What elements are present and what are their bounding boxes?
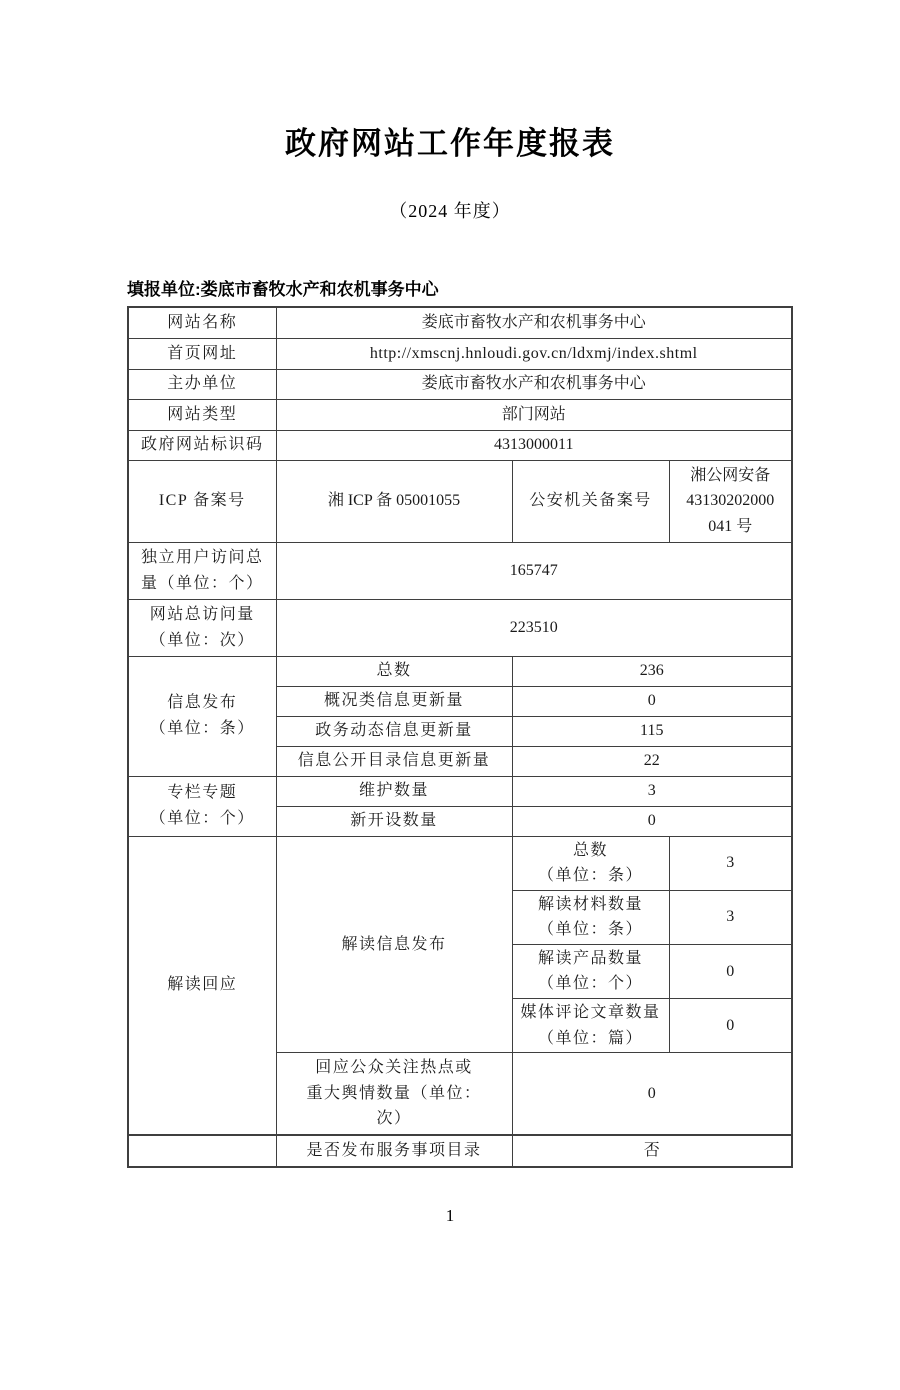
interpretation-total-label-line2: （单位：条） — [537, 867, 643, 885]
interpretation-total-label — [512, 836, 669, 890]
hotspot-label — [276, 1053, 512, 1135]
interpretation-media-label-line1: 媒体评论文章数量 — [520, 1004, 661, 1022]
interpretation-media-label — [512, 999, 669, 1053]
service-catalog-group-cell-empty — [128, 1135, 276, 1167]
site-name-value: 娄底市畜牧水产和农机事务中心 — [276, 307, 792, 338]
interpretation-media-value: 0 — [669, 999, 792, 1053]
home-url-label: 首页网址 — [128, 338, 276, 369]
interpretation-media-label-line2: （单位：篇） — [537, 1029, 643, 1047]
special-columns-group-line1: 专栏专题 — [167, 784, 238, 802]
interpretation-products-value: 0 — [669, 944, 792, 998]
special-columns-maintained-label: 维护数量 — [276, 776, 512, 806]
site-type-value: 部门网站 — [276, 399, 792, 430]
interpretation-materials-label-line2: （单位：条） — [537, 921, 643, 939]
police-record-value-line1: 湘公网安备 — [690, 466, 771, 484]
total-visits-label-line1: 网站总访问量 — [149, 605, 255, 623]
total-visits-value: 223510 — [276, 599, 792, 656]
hotspot-label-line2: 重大舆情数量（单位： — [306, 1084, 482, 1102]
reporting-unit-name: 娄底市畜牧水产和农机事务中心 — [200, 280, 439, 299]
unique-visitors-label-line1: 独立用户访问总 — [140, 548, 264, 566]
total-visits-label — [128, 599, 276, 656]
service-catalog-value: 否 — [512, 1135, 792, 1167]
police-record-value-line2: 43130202000 — [686, 492, 775, 510]
report-subtitle: （2024 年度） — [389, 201, 511, 221]
service-catalog-label: 是否发布服务事项目录 — [276, 1135, 512, 1167]
icp-label: ICP 备案号 — [128, 460, 276, 542]
page-number: 1 — [445, 1205, 455, 1225]
site-type-label: 网站类型 — [128, 399, 276, 430]
info-pub-overview-value: 0 — [512, 686, 792, 716]
site-code-label: 政府网站标识码 — [128, 430, 276, 460]
special-columns-new-value: 0 — [512, 806, 792, 836]
interpretation-total-label-line1: 总数 — [572, 841, 608, 859]
hotspot-label-line1: 回应公众关注热点或 — [315, 1059, 473, 1077]
info-pub-gov-news-value: 115 — [512, 716, 792, 746]
hotspot-value: 0 — [512, 1053, 792, 1135]
sponsor-value: 娄底市畜牧水产和农机事务中心 — [276, 369, 792, 399]
interpretation-materials-value: 3 — [669, 890, 792, 944]
interpretation-total-value: 3 — [669, 836, 792, 890]
info-pub-total-value: 236 — [512, 656, 792, 686]
unique-visitors-value: 165747 — [276, 542, 792, 599]
info-pub-gov-news-label: 政务动态信息更新量 — [276, 716, 512, 746]
info-pub-group-line1: 信息发布 — [167, 694, 238, 712]
icp-value: 湘 ICP 备 05001055 — [276, 460, 512, 542]
special-columns-maintained-value: 3 — [512, 776, 792, 806]
info-pub-overview-label: 概况类信息更新量 — [276, 686, 512, 716]
info-pub-open-dir-label: 信息公开目录信息更新量 — [276, 746, 512, 776]
info-pub-open-dir-value: 22 — [512, 746, 792, 776]
police-record-label: 公安机关备案号 — [512, 460, 669, 542]
site-code-value: 4313000011 — [276, 430, 792, 460]
info-pub-group-label — [128, 656, 276, 776]
special-columns-group-label — [128, 776, 276, 836]
info-pub-total-label: 总数 — [276, 656, 512, 686]
total-visits-label-line2: （单位：次） — [149, 631, 255, 649]
home-url-value: http://xmscnj.hnloudi.gov.cn/ldxmj/index.shtml — [276, 338, 792, 369]
interpretation-group-label: 解读回应 — [128, 836, 276, 1135]
info-pub-group-line2: （单位：条） — [149, 720, 255, 737]
interpretation-pub-group-label: 解读信息发布 — [276, 836, 512, 1053]
interpretation-products-label-line1: 解读产品数量 — [537, 949, 643, 967]
interpretation-products-label — [512, 944, 669, 998]
unique-visitors-label — [128, 542, 276, 599]
special-columns-group-line2: （单位：个） — [149, 810, 255, 827]
annual-report-table — [127, 306, 793, 1168]
reporting-unit-line — [127, 275, 900, 300]
special-columns-new-label: 新开设数量 — [276, 806, 512, 836]
interpretation-products-label-line2: （单位：个） — [537, 975, 643, 993]
police-record-value-line3: 041 号 — [708, 517, 753, 535]
police-record-value — [669, 460, 792, 542]
reporting-unit-prefix: 填报单位: — [127, 280, 201, 299]
interpretation-materials-label — [512, 890, 669, 944]
interpretation-materials-label-line1: 解读材料数量 — [537, 895, 643, 913]
hotspot-label-line3: 次） — [376, 1110, 412, 1128]
sponsor-label: 主办单位 — [128, 369, 276, 399]
unique-visitors-label-line2: 量（单位：个） — [140, 574, 264, 592]
site-name-label: 网站名称 — [128, 307, 276, 338]
report-title: 政府网站工作年度报表 — [285, 126, 615, 161]
